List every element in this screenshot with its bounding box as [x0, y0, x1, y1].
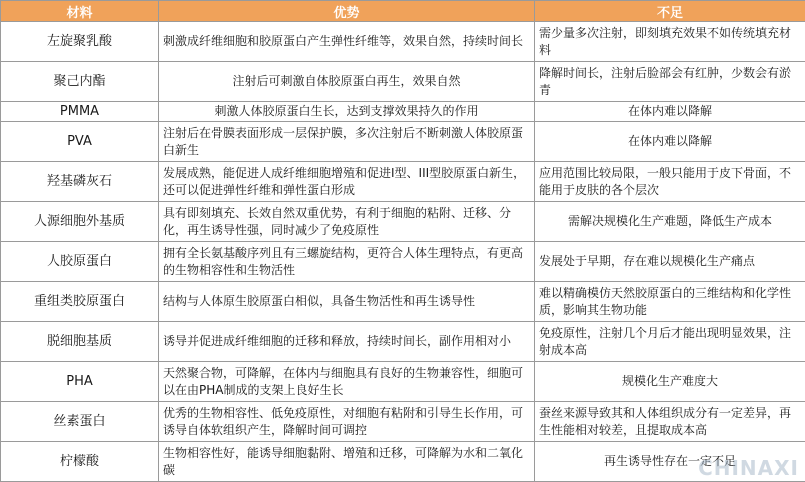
disadvantage-cell: 再生诱导性存在一定不足: [535, 442, 805, 482]
material-cell: 人胶原蛋白: [1, 242, 159, 282]
material-cell: 聚己内酯: [1, 62, 159, 102]
disadvantage-cell: 需解决规模化生产难题，降低生产成本: [535, 202, 805, 242]
advantage-cell: 具有即刻填充、长效自然双重优势，有利于细胞的粘附、迁移、分化，再生诱导性强，同时减少了免疫原性: [159, 202, 535, 242]
material-cell: PVA: [1, 122, 159, 162]
advantage-cell: 天然聚合物，可降解，在体内与细胞具有良好的生物兼容性，细胞可以在由PHA制成的支架上良好生长: [159, 362, 535, 402]
table-row: [1, 402, 805, 442]
header-advantage: 优势: [159, 1, 535, 22]
disadvantage-cell: 在体内难以降解: [535, 122, 805, 162]
table-row: [1, 442, 805, 482]
disadvantage-cell: 难以精确模仿天然胶原蛋白的三维结构和化学性质，影响其生物功能: [535, 282, 805, 322]
advantage-cell: 拥有全长氨基酸序列且有三螺旋结构，更符合人体生理特点，有更高的生物相容性和生物活性: [159, 242, 535, 282]
advantage-cell: 诱导并促进成纤维细胞的迁移和释放，持续时间长，副作用相对小: [159, 322, 535, 362]
disadvantage-cell: 降解时间长，注射后脸部会有红肿，少数会有淤青: [535, 62, 805, 102]
material-cell: 丝素蛋白: [1, 402, 159, 442]
watermark-logo: CHINAXI: [698, 456, 799, 480]
disadvantage-cell: 应用范围比较局限，一般只能用于皮下骨面，不能用于皮肤的各个层次: [535, 162, 805, 202]
disadvantage-cell: 在体内难以降解: [535, 102, 805, 122]
material-cell: 羟基磷灰石: [1, 162, 159, 202]
disadvantage-cell: 蚕丝来源导致其和人体组织成分有一定差异，再生性能相对较差，且提取成本高: [535, 402, 805, 442]
advantage-cell: 优秀的生物相容性、低免疫原性，对细胞有粘附和引导生长作用，可诱导自体软组织产生，降解时间可调控: [159, 402, 535, 442]
table-row: [1, 102, 805, 122]
advantage-cell: 刺激成纤维细胞和胶原蛋白产生弹性纤维等，效果自然，持续时间长: [159, 22, 535, 62]
disadvantage-cell: 发展处于早期，存在难以规模化生产痛点: [535, 242, 805, 282]
advantage-cell: 发展成熟，能促进人成纤维细胞增殖和促进I型、III型胶原蛋白新生，还可以促进弹性纤维和弹性蛋白形成: [159, 162, 535, 202]
advantage-cell: 生物相容性好，能诱导细胞黏附、增殖和迁移，可降解为水和二氧化碳: [159, 442, 535, 482]
table-row: [1, 242, 805, 282]
header-disadvantage: 不足: [535, 1, 805, 22]
material-cell: 脱细胞基质: [1, 322, 159, 362]
advantage-cell: 注射后在骨膜表面形成一层保护膜，多次注射后不断刺激人体胶原蛋白新生: [159, 122, 535, 162]
advantage-cell: 结构与人体原生胶原蛋白相似，具备生物活性和再生诱导性: [159, 282, 535, 322]
header-material: 材料: [1, 1, 159, 22]
material-cell: 左旋聚乳酸: [1, 22, 159, 62]
table-row: [1, 22, 805, 62]
table-row: [1, 322, 805, 362]
advantage-cell: 刺激人体胶原蛋白生长，达到支撑效果持久的作用: [159, 102, 535, 122]
disadvantage-cell: 规模化生产难度大: [535, 362, 805, 402]
material-cell: 重组类胶原蛋白: [1, 282, 159, 322]
disadvantage-cell: 免疫原性，注射几个月后才能出现明显效果，注射成本高: [535, 322, 805, 362]
disadvantage-cell: 需少量多次注射，即刻填充效果不如传统填充材料: [535, 22, 805, 62]
table-row: [1, 362, 805, 402]
material-cell: 人源细胞外基质: [1, 202, 159, 242]
table-row: [1, 122, 805, 162]
material-cell: 柠檬酸: [1, 442, 159, 482]
table-header-row: [1, 1, 805, 22]
material-cell: PMMA: [1, 102, 159, 122]
table-row: [1, 282, 805, 322]
table-row: [1, 202, 805, 242]
table-row: [1, 62, 805, 102]
table-row: [1, 162, 805, 202]
advantage-cell: 注射后可刺激自体胶原蛋白再生，效果自然: [159, 62, 535, 102]
material-cell: PHA: [1, 362, 159, 402]
